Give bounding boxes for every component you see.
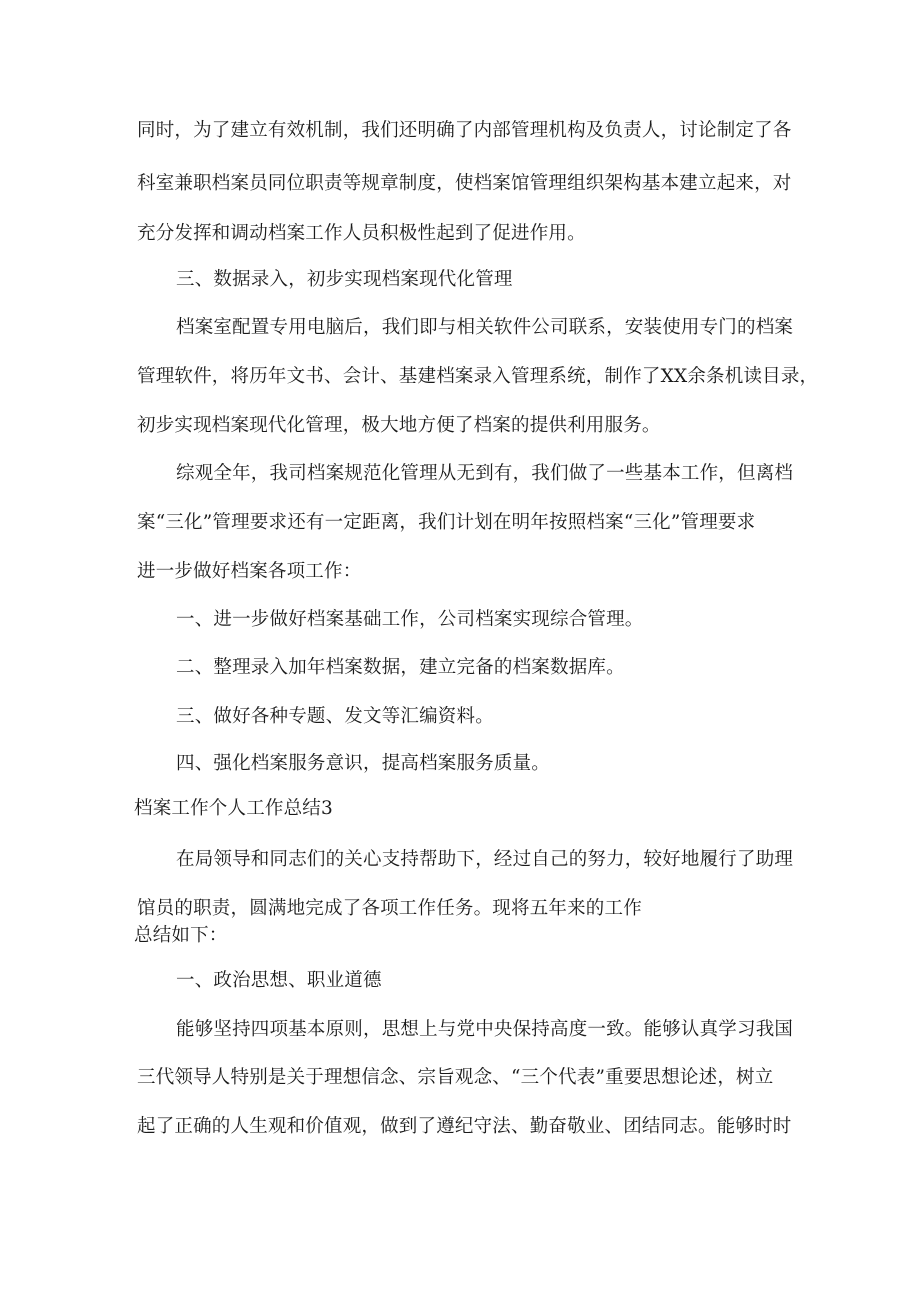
paragraph-line: 案“三化”管理要求还有一定距离，我们计划在明年按照档案“三化”管理要求 xyxy=(137,512,756,533)
paragraph-line: 充分发挥和调动档案工作人员积极性起到了促进作用。 xyxy=(137,223,586,244)
list-item: 一、进一步做好档案基础工作，公司档案实现综合管理。 xyxy=(176,609,644,630)
section-heading: 一、政治思想、职业道德 xyxy=(176,970,382,991)
paragraph-line: 进一步做好档案各项工作： xyxy=(137,561,362,582)
list-item: 四、强化档案服务意识，提高档案服务质量。 xyxy=(176,753,551,774)
paragraph-line: 总结如下： xyxy=(134,925,228,946)
list-item: 三、做好各种专题、发文等汇编资料。 xyxy=(176,706,494,727)
paragraph-line: 档案室配置专用电脑后，我们即与相关软件公司联系，安装使用专门的档案 xyxy=(176,317,794,338)
paragraph-line: 三代领导人特别是关于理想信念、宗旨观念、“三个代表”重要思想论述，树立 xyxy=(137,1067,774,1088)
section-heading: 三、数据录入，初步实现档案现代化管理 xyxy=(176,269,513,290)
paragraph-line: 管理软件，将历年文书、会计、基建档案录入管理系统，制作了XX余条机读目录， xyxy=(137,366,819,387)
paragraph-line: 初步实现档案现代化管理，极大地方便了档案的提供利用服务。 xyxy=(137,415,661,436)
paragraph-line: 能够坚持四项基本原则，思想上与党中央保持高度一致。能够认真学习我国 xyxy=(176,1019,794,1040)
paragraph-line: 起了正确的人生观和价值观，做到了遵纪守法、勤奋敬业、团结同志。能够时时 xyxy=(137,1116,792,1137)
paragraph-line: 科室兼职档案员同位职责等规章制度，使档案馆管理组织架构基本建立起来，对 xyxy=(137,173,792,194)
paragraph-line: 综观全年，我司档案规范化管理从无到有，我们做了一些基本工作，但离档 xyxy=(176,463,794,484)
paragraph-line: 同时，为了建立有效机制，我们还明确了内部管理机构及负责人，讨论制定了各 xyxy=(137,120,792,141)
paragraph-line: 在局领导和同志们的关心支持帮助下，经过自己的努力，较好地履行了助理 xyxy=(176,849,794,870)
paragraph-line: 馆员的职责，圆满地完成了各项工作任务。现将五年来的工作 xyxy=(137,898,642,919)
document-title: 档案工作个人工作总结3 xyxy=(134,798,333,819)
list-item: 二、整理录入加年档案数据，建立完备的档案数据库。 xyxy=(176,657,625,678)
